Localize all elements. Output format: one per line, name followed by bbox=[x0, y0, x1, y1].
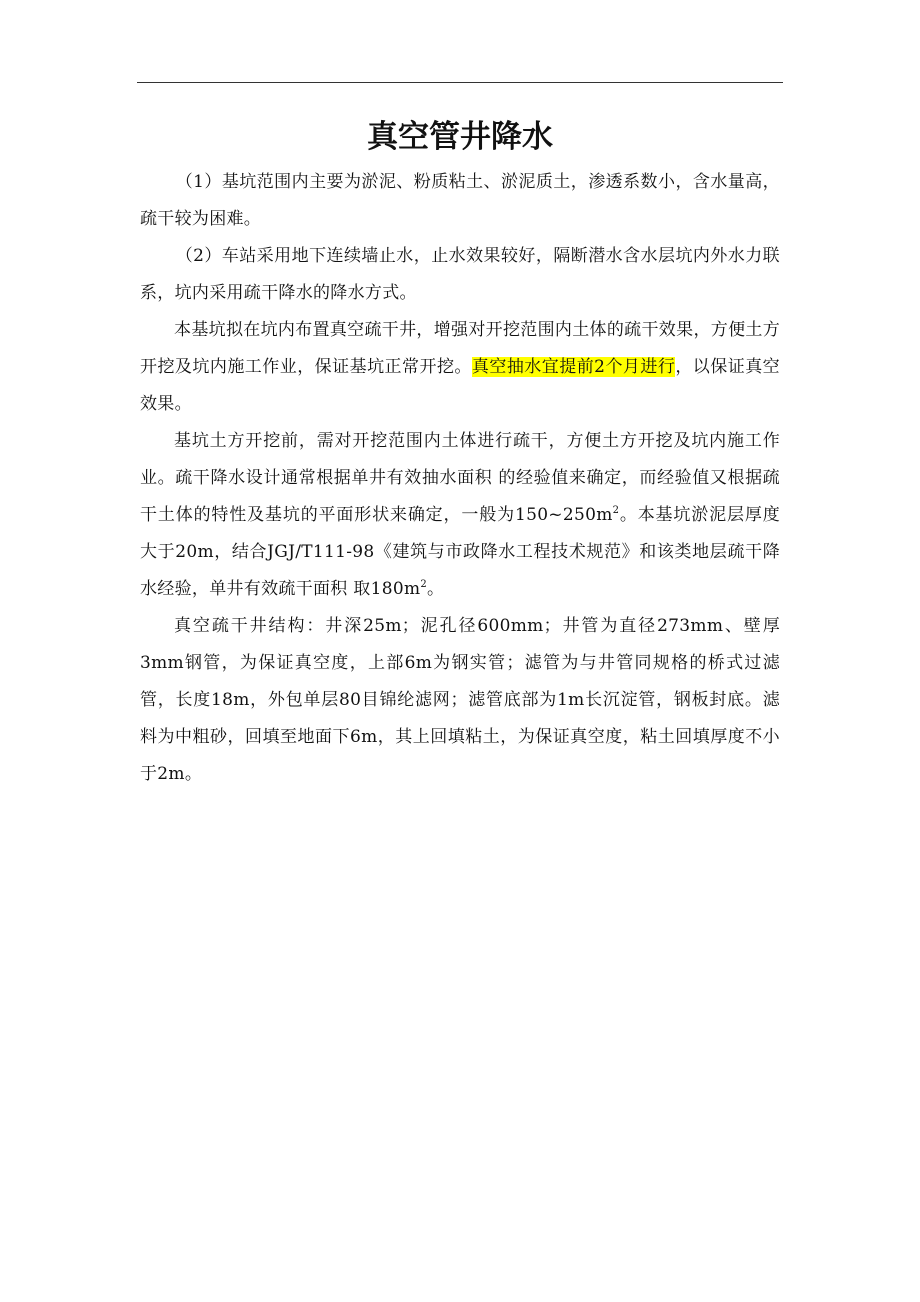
paragraph-4-part-3: 。 bbox=[427, 579, 445, 599]
highlighted-text: 真空抽水宜提前2个月进行 bbox=[471, 357, 676, 377]
paragraph-5: 真空疏干井结构：井深25m；泥孔径600mm；井管为直径273mm、壁厚3mm钢管，为保证真空度，上部6m为钢实管；滤管为与井管同规格的桥式过滤管，长度18m，外包单层80目锦纶滤网；滤管底部为1m长沉淀管，钢板封底。滤料为中粗砂，回填至地面下6m，其上回填粘土，为保证真空度，粘土回填厚度不小于2m。 bbox=[140, 616, 780, 784]
header-rule bbox=[137, 82, 783, 83]
paragraph-3 bbox=[140, 312, 780, 423]
paragraph-4-part-1: 基坑土方开挖前，需对开挖范围内土体进行疏干，方便土方开挖及坑内施工作业。疏干降水设计通常根据单井有效抽水面积 的经验值来确定，而经验值又根据疏干土体的特性及基坑的平面形状来确定，一般为150~250m bbox=[140, 431, 780, 525]
paragraph-4 bbox=[140, 423, 780, 608]
superscript-1: 2 bbox=[612, 505, 620, 516]
paragraph-3-tail: ，以保证真空效果。 bbox=[140, 357, 780, 414]
paragraph-2: （2）车站采用地下连续墙止水，止水效果较好，隔断潜水含水层坑内外水力联系，坑内采用疏干降水的降水方式。 bbox=[140, 246, 780, 303]
paragraph-3-text: 本基坑拟在坑内布置真空疏干井，增强对开挖范围内土体的疏干效果，方便土方开挖及坑内施工作业，保证基坑正常开挖。 bbox=[140, 320, 780, 377]
document-body bbox=[140, 164, 780, 793]
paragraph-4-part-2: 。本基坑淤泥层厚度大于20m，结合JGJ/T111-98《建筑与市政降水工程技术规范》和该类地层疏干降水经验，单井有效疏干面积 取180m bbox=[140, 505, 780, 599]
paragraph-1: （1）基坑范围内主要为淤泥、粉质粘土、淤泥质土，渗透系数小，含水量高，疏干较为困难。 bbox=[140, 172, 780, 229]
superscript-2: 2 bbox=[420, 579, 428, 590]
page-title: 真空管井降水 bbox=[367, 119, 553, 155]
